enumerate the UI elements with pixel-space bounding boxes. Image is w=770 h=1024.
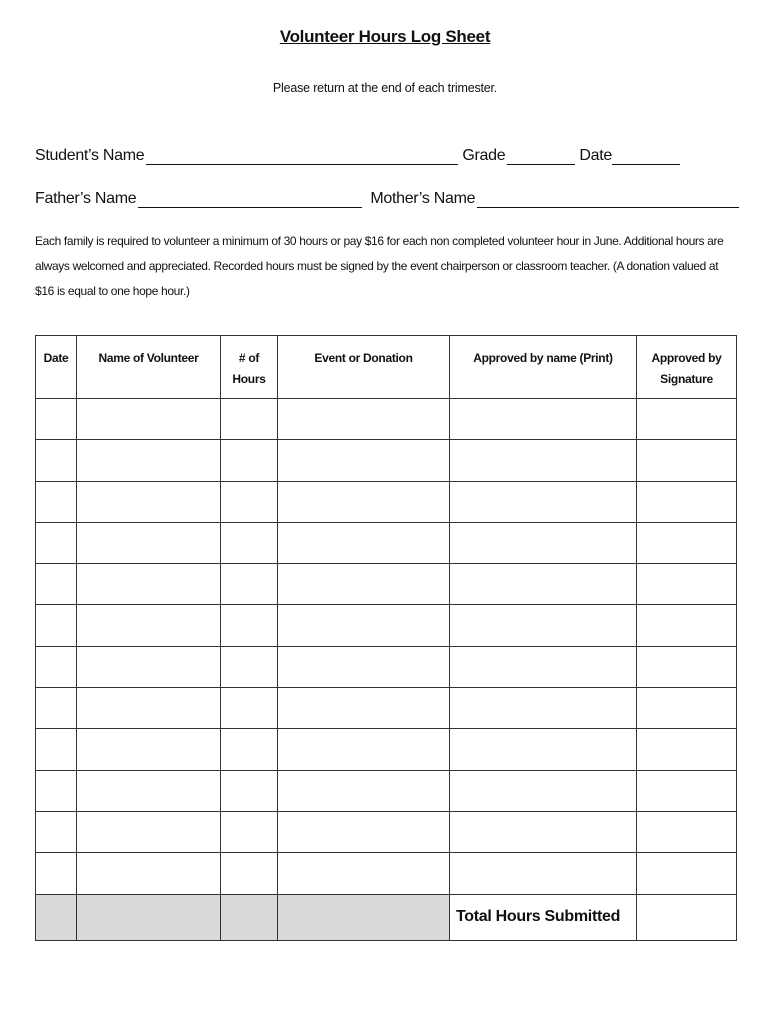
signature-cell[interactable] xyxy=(637,399,737,440)
total-hours-label: Total Hours Submitted xyxy=(450,894,637,940)
date-cell[interactable] xyxy=(36,522,77,563)
signature-cell[interactable] xyxy=(637,646,737,687)
volunteer-name-cell[interactable] xyxy=(77,646,221,687)
event-cell[interactable] xyxy=(278,770,450,811)
volunteer-name-cell[interactable] xyxy=(77,605,221,646)
page-subtitle: Please return at the end of each trimester. xyxy=(272,81,498,95)
hours-cell[interactable] xyxy=(221,564,278,605)
volunteer-name-cell[interactable] xyxy=(77,481,221,522)
date-field[interactable] xyxy=(612,148,680,165)
signature-cell[interactable] xyxy=(637,853,737,894)
volunteer-name-cell[interactable] xyxy=(77,688,221,729)
hours-cell[interactable] xyxy=(221,770,278,811)
table-row xyxy=(36,399,737,440)
header-date: Date xyxy=(36,336,77,399)
approved-name-cell[interactable] xyxy=(450,522,637,563)
header-hours xyxy=(221,336,278,399)
mother-name-label: Mother’s Name xyxy=(370,190,476,207)
hours-cell[interactable] xyxy=(221,605,278,646)
hours-cell[interactable] xyxy=(221,811,278,852)
header-signature-line1: Approved by xyxy=(651,351,722,365)
header-hours-line1: # of xyxy=(238,351,260,365)
total-row-filler xyxy=(77,894,221,940)
date-cell[interactable] xyxy=(36,564,77,605)
volunteer-name-cell[interactable] xyxy=(77,440,221,481)
event-cell[interactable] xyxy=(278,853,450,894)
table-row xyxy=(36,605,737,646)
mother-name-field[interactable] xyxy=(477,191,739,208)
total-row-filler xyxy=(221,894,278,940)
grade-field[interactable] xyxy=(507,148,575,165)
table-row xyxy=(36,646,737,687)
approved-name-cell[interactable] xyxy=(450,605,637,646)
hours-cell[interactable] xyxy=(221,853,278,894)
approved-name-cell[interactable] xyxy=(450,646,637,687)
volunteer-log-table xyxy=(35,335,737,941)
event-cell[interactable] xyxy=(278,688,450,729)
date-cell[interactable] xyxy=(36,399,77,440)
grade-label: Grade xyxy=(462,147,506,164)
signature-cell[interactable] xyxy=(637,770,737,811)
hours-cell[interactable] xyxy=(221,522,278,563)
header-hours-line2: Hours xyxy=(232,372,266,386)
event-cell[interactable] xyxy=(278,481,450,522)
header-approved-by-signature xyxy=(637,336,737,399)
father-name-label: Father’s Name xyxy=(35,190,137,207)
signature-cell[interactable] xyxy=(637,481,737,522)
signature-cell[interactable] xyxy=(637,605,737,646)
date-cell[interactable] xyxy=(36,770,77,811)
parent-info-row xyxy=(35,190,743,208)
date-cell[interactable] xyxy=(36,646,77,687)
table-row xyxy=(36,440,737,481)
approved-name-cell[interactable] xyxy=(450,770,637,811)
table-row xyxy=(36,811,737,852)
date-cell[interactable] xyxy=(36,440,77,481)
table-header-row xyxy=(36,336,737,399)
father-name-field[interactable] xyxy=(138,191,362,208)
approved-name-cell[interactable] xyxy=(450,481,637,522)
header-approved-by-name: Approved by name (Print) xyxy=(450,336,637,399)
page-title: Volunteer Hours Log Sheet xyxy=(279,27,491,46)
event-cell[interactable] xyxy=(278,399,450,440)
signature-cell[interactable] xyxy=(637,440,737,481)
table-row xyxy=(36,688,737,729)
approved-name-cell[interactable] xyxy=(450,811,637,852)
student-name-label: Student’s Name xyxy=(35,147,145,164)
date-cell[interactable] xyxy=(36,729,77,770)
hours-cell[interactable] xyxy=(221,688,278,729)
header-event-or-donation: Event or Donation xyxy=(278,336,450,399)
date-cell[interactable] xyxy=(36,853,77,894)
date-label: Date xyxy=(579,147,612,164)
header-name-of-volunteer: Name of Volunteer xyxy=(77,336,221,399)
approved-name-cell[interactable] xyxy=(450,440,637,481)
header-signature-line2: Signature xyxy=(660,372,713,386)
approved-name-cell[interactable] xyxy=(450,399,637,440)
table-row xyxy=(36,481,737,522)
event-cell[interactable] xyxy=(278,605,450,646)
total-row xyxy=(36,894,737,940)
approved-name-cell[interactable] xyxy=(450,564,637,605)
approved-name-cell[interactable] xyxy=(450,853,637,894)
event-cell[interactable] xyxy=(278,564,450,605)
event-cell[interactable] xyxy=(278,729,450,770)
hours-cell[interactable] xyxy=(221,440,278,481)
table-row xyxy=(36,729,737,770)
volunteer-name-cell[interactable] xyxy=(77,729,221,770)
total-hours-field[interactable] xyxy=(637,894,737,940)
total-row-filler xyxy=(278,894,450,940)
event-cell[interactable] xyxy=(278,522,450,563)
date-cell[interactable] xyxy=(36,688,77,729)
event-cell[interactable] xyxy=(278,646,450,687)
total-row-filler xyxy=(36,894,77,940)
intro-paragraph: Each family is required to volunteer a minimum of 30 hours or pay $16 for each non completed volunteer hour in June. Additional hours are always welcomed and appreciated. Recorded hours must be signed by the event chairperson or classroom teacher. (A donation valued at $16 is equal to one hope hour.) xyxy=(35,234,724,298)
volunteer-name-cell[interactable] xyxy=(77,770,221,811)
student-info-row xyxy=(35,147,684,165)
hours-cell[interactable] xyxy=(221,646,278,687)
hours-cell[interactable] xyxy=(221,399,278,440)
volunteer-name-cell[interactable] xyxy=(77,564,221,605)
volunteer-name-cell[interactable] xyxy=(77,522,221,563)
hours-cell[interactable] xyxy=(221,481,278,522)
student-name-field[interactable] xyxy=(146,148,458,165)
volunteer-name-cell[interactable] xyxy=(77,853,221,894)
date-cell[interactable] xyxy=(36,481,77,522)
signature-cell[interactable] xyxy=(637,688,737,729)
table-row xyxy=(36,564,737,605)
table-row xyxy=(36,770,737,811)
signature-cell[interactable] xyxy=(637,522,737,563)
approved-name-cell[interactable] xyxy=(450,688,637,729)
signature-cell[interactable] xyxy=(637,564,737,605)
event-cell[interactable] xyxy=(278,440,450,481)
date-cell[interactable] xyxy=(36,811,77,852)
table-row xyxy=(36,522,737,563)
signature-cell[interactable] xyxy=(637,811,737,852)
table-row xyxy=(36,853,737,894)
signature-cell[interactable] xyxy=(637,729,737,770)
volunteer-name-cell[interactable] xyxy=(77,399,221,440)
volunteer-name-cell[interactable] xyxy=(77,811,221,852)
approved-name-cell[interactable] xyxy=(450,729,637,770)
hours-cell[interactable] xyxy=(221,729,278,770)
date-cell[interactable] xyxy=(36,605,77,646)
event-cell[interactable] xyxy=(278,811,450,852)
